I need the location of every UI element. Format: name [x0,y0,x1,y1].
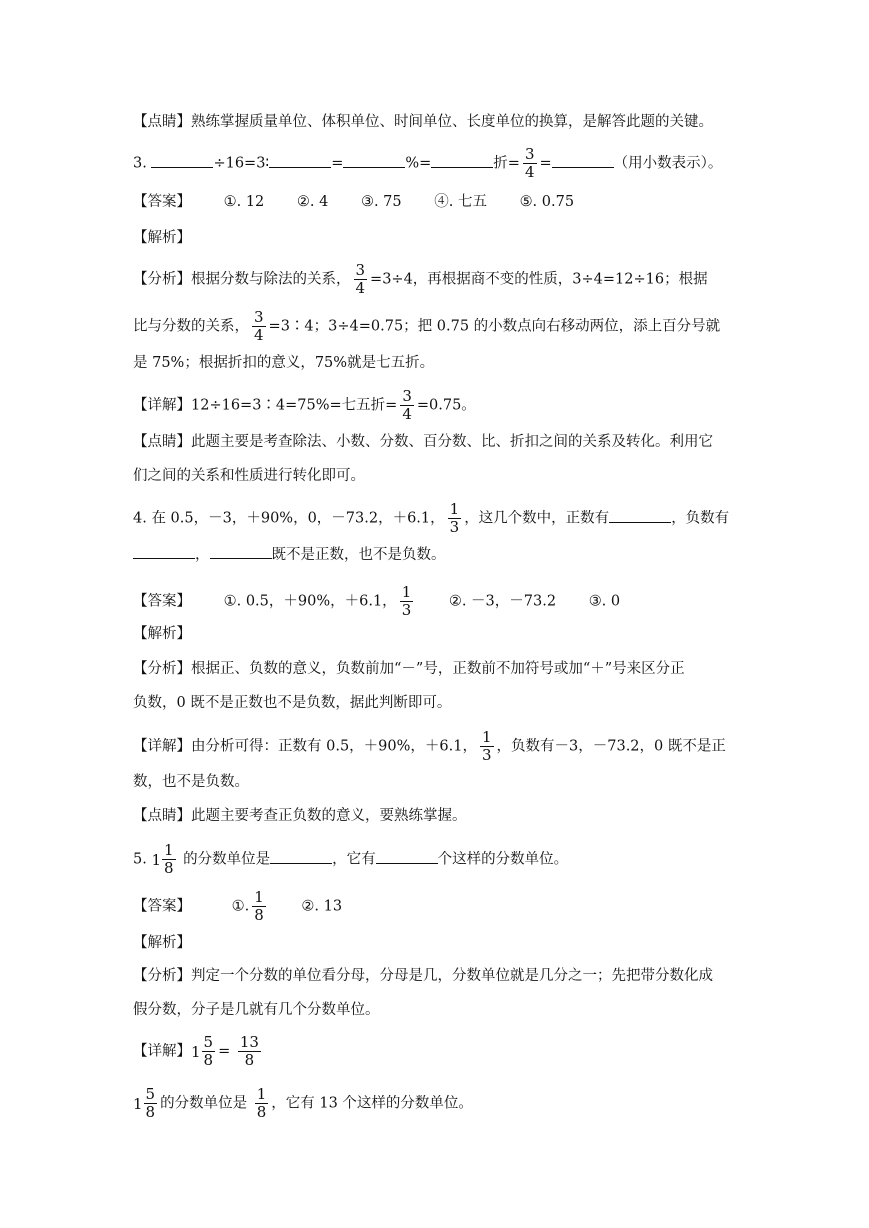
q3-xiangjie-fraction: $\frac{3}{4}$ [402,387,412,423]
q5-fenxi-2: 假分数，分子是几就有几个分数单位。 [133,1002,380,1018]
q5-question [133,842,568,877]
q3-jiexi: 【解析】 [133,230,191,246]
q3-dianjing-1: 【点睛】此题主要是考查除法、小数、分数、百分数、比、折扣之间的关系及转化。利用它 [133,434,713,450]
q4-question-2 [133,544,446,565]
answer-label: 【答案】 [133,593,191,610]
q3-fenxi-text-c: 比与分数的关系， [133,318,249,335]
q3-xiangjie-text-b: =0.75。 [416,397,476,414]
q3-text-1: ÷16=3∶ [213,155,270,172]
q4-jiexi: 【解析】 [133,626,191,642]
q4-blank-3[interactable] [210,544,272,559]
q3-blank-5[interactable] [552,153,614,168]
q5-mixed-number: 1 $\frac{1}{8}$ [151,841,174,877]
q5-number: 5. [133,851,147,868]
q4-xiangjie-text-a: 【详解】由分析可得：正数有 0.5，＋90%，＋6.1， [133,738,477,755]
q4-fraction: $\frac{1}{3}$ [449,500,460,536]
q3-answer [133,192,574,212]
q3-dianjing-2: 们之间的关系和性质进行转化即可。 [133,468,365,484]
q5-fenxi-1: 【分析】判定一个分数的单位看分母，分母是几，分数单位就是几分之一；先把带分数化成 [133,968,713,984]
q4-text-d: ， [195,547,210,563]
q5-xiangjie-eq: = [218,1043,231,1060]
q4-fenxi-2: 负数，0 既不是正数也不是负数，据此判断即可。 [133,695,452,711]
q3-text-5: = [539,155,552,172]
q3-fenxi-2 [133,309,720,344]
q3-fenxi-fraction-1: $\frac{3}{4}$ [355,261,366,297]
q5-blank-1[interactable] [270,849,332,864]
q5-answer [133,889,342,924]
q3-fenxi-text-d: =3∶4；3÷4=0.75；把 0.75 的小数点向右移动两位，添上百分号就 [268,318,721,335]
q5-answer-fraction: $\frac{1}{8}$ [254,888,264,924]
answer-label: 【答案】 [133,898,191,915]
q3-blank-3[interactable] [343,153,405,168]
q3-answer-2: ②. 4 [296,194,329,210]
q3-text-3: %= [405,155,432,172]
q4-text-c: ，负数有 [671,510,730,527]
q5-xiangjie-2 [133,1086,473,1121]
q5-jiexi: 【解析】 [133,935,191,951]
q3-fenxi-3: 是 75%；根据折扣的意义，75%就是七五折。 [133,355,435,371]
q3-fenxi-text-b: =3÷4，再根据商不变的性质，3÷4=12÷16；根据 [370,271,708,288]
q4-blank-2[interactable] [133,544,195,559]
q5-last-text-a: 的分数单位是 [160,1095,248,1112]
q3-xiangjie-text-a: 【详解】12÷16=3∶4=75%=七五折= [133,397,398,414]
q3-fenxi-fraction-2: $\frac{3}{4}$ [254,308,264,344]
q5-last-fraction: $\frac{1}{8}$ [256,1085,267,1121]
q3-blank-2[interactable] [269,153,331,168]
q5-answer-1: ①. [231,898,250,915]
q4-xiangjie-fraction: $\frac{1}{3}$ [481,728,492,764]
q3-fraction: $\frac{3}{4}$ [524,145,535,181]
q3-text-2: = [331,155,344,172]
q4-answer-1: ①. 0.5，＋90%，＋6.1， [223,593,397,610]
q4-question-1 [133,501,729,536]
q3-answer-3: ③. 75 [360,194,402,210]
q4-xiangjie-text-b: ，负数有－3，－73.2，0 既不是正 [496,738,726,755]
q3-fenxi-text-a: 【分析】根据分数与除法的关系， [133,271,351,288]
q3-xiangjie [133,388,476,423]
q4-text-a: 4. 在 0.5，－3，＋90%，0，－73.2，＋6.1， [133,510,445,527]
q5-text-a: 的分数单位是 [183,851,271,868]
q4-xiangjie-1 [133,729,726,764]
q3-text-4: 折= [493,155,520,172]
q4-blank-1[interactable] [609,508,671,523]
q4-text-e: 既不是正数，也不是负数。 [271,547,446,563]
q5-xiangjie-result: $\frac{13}{8}$ [239,1033,259,1069]
q3-blank-4[interactable] [431,153,493,168]
q5-blank-2[interactable] [376,849,438,864]
q4-fenxi-1: 【分析】根据正、负数的意义，负数前加“－”号，正数前不加符号或加“＋”号来区分正 [133,661,685,677]
q4-text-b: ，这几个数中，正数有 [464,510,610,527]
q3-question [133,146,722,181]
q5-text-c: 个这样的分数单位。 [437,851,569,868]
q3-answer-5: ⑤. 0.75 [519,194,575,210]
q5-answer-2: ②. 13 [301,898,343,915]
q3-blank-1[interactable] [151,153,213,168]
q3-number: 3. [133,155,147,172]
q4-answer-2: ②. －3，－73.2 [448,593,557,610]
q4-answer-fraction: $\frac{1}{3}$ [401,583,412,619]
q4-xiangjie-2: 数，也不是负数。 [133,774,249,790]
q3-answer-4: ④. 七五 [434,194,487,210]
answer-label: 【答案】 [133,194,191,210]
q4-answer-3: ③. 0 [588,593,621,610]
q5-xiangjie-1 [133,1034,264,1069]
q5-text-b: ，它有 [332,851,376,868]
q3-fenxi-1 [133,262,708,297]
q4-dianjing: 【点睛】此题主要考查正负数的意义，要熟练掌握。 [133,808,467,824]
q3-text-6: （用小数表示）。 [613,155,723,172]
q5-xiangjie-label: 【详解】 [133,1043,191,1060]
q5-last-mixed: 1 $\frac{5}{8}$ [133,1085,156,1121]
q5-xiangjie-mixed: 1 $\frac{5}{8}$ [191,1033,214,1069]
q2-dianjing: 【点睛】熟练掌握质量单位、体积单位、时间单位、长度单位的换算，是解答此题的关键。 [133,114,713,130]
q4-answer [133,584,620,619]
q3-answer-1: ①. 12 [223,194,265,210]
q5-last-text-b: ，它有 13 个这样的分数单位。 [271,1095,473,1112]
